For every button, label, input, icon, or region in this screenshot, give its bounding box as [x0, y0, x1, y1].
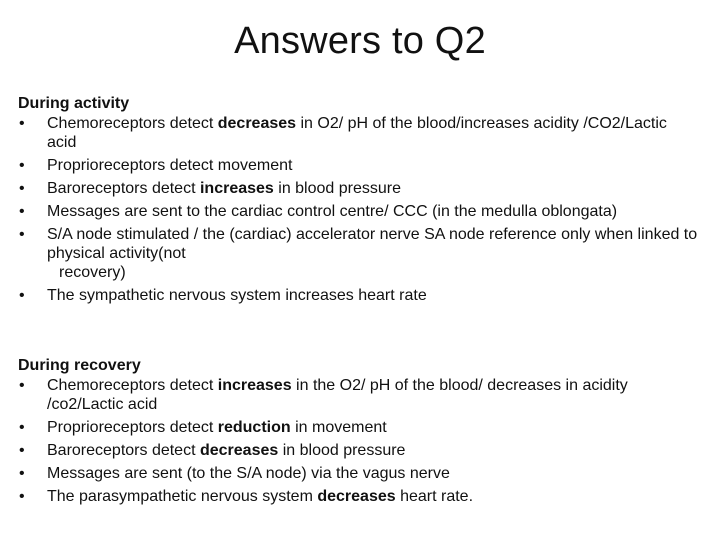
list-item — [18, 464, 698, 483]
item-text-post: heart rate. — [395, 488, 474, 505]
bullet-icon: • — [19, 226, 25, 243]
section-heading: During recovery — [18, 357, 141, 374]
bullet-icon: • — [19, 115, 25, 132]
bullet-icon: • — [19, 287, 25, 304]
item-text-pre: The parasympathetic nervous system — [47, 488, 318, 505]
item-text: Messages are sent (to the S/A node) via the vagus nerve — [47, 465, 450, 482]
item-text-emphasis: decreases — [317, 488, 396, 505]
item-text-post: in movement — [290, 419, 387, 436]
list-item — [18, 487, 698, 506]
bullet-icon: • — [19, 157, 25, 174]
bullet-list — [18, 376, 698, 506]
item-text-pre: Chemoreceptors detect — [47, 115, 218, 132]
item-text-pre: Baroreceptors detect — [47, 442, 200, 459]
bullet-icon: • — [19, 203, 25, 220]
item-text-post: in the O2/ pH of the blood/ decreases in acidity /co2/Lactic acid — [47, 377, 628, 413]
bullet-icon: • — [19, 377, 25, 394]
list-item — [18, 156, 698, 175]
section-during-activity — [18, 94, 698, 309]
item-text: Proprioreceptors detect movement — [47, 157, 293, 174]
item-text-post: in blood pressure — [273, 180, 401, 197]
bullet-icon: • — [19, 419, 25, 436]
item-text: Messages are sent to the cardiac control centre/ CCC (in the medulla oblongata) — [47, 203, 618, 220]
bullet-icon: • — [19, 488, 25, 505]
list-item — [18, 441, 698, 460]
bullet-icon: • — [19, 180, 25, 197]
list-item — [18, 376, 698, 414]
bullet-icon: • — [19, 442, 25, 459]
item-text-pre: Baroreceptors detect — [47, 180, 200, 197]
item-text-emphasis: decreases — [199, 442, 279, 459]
item-text-emphasis: decreases — [217, 115, 297, 132]
list-item — [18, 202, 698, 221]
list-item — [18, 225, 698, 282]
item-text-emphasis: increases — [217, 377, 292, 394]
item-text-continuation: recovery) — [59, 264, 126, 281]
item-text: S/A node stimulated / the (cardiac) accelerator nerve SA node reference only when linked to physical activity(not — [47, 226, 698, 262]
section-during-recovery — [18, 356, 698, 510]
item-text-emphasis: increases — [199, 180, 274, 197]
list-item — [18, 286, 698, 305]
item-text: The sympathetic nervous system increases heart rate — [47, 287, 427, 304]
item-text-post: in blood pressure — [278, 442, 406, 459]
item-text-pre: Proprioreceptors detect — [47, 419, 218, 436]
slide-title: Answers to Q2 — [234, 20, 486, 62]
item-text-post: in O2/ pH of the blood/increases acidity /CO2/Lactic acid — [47, 115, 667, 151]
list-item — [18, 418, 698, 437]
section-heading: During activity — [18, 95, 130, 112]
item-text-emphasis: reduction — [217, 419, 291, 436]
list-item — [18, 114, 698, 152]
item-text-pre: Chemoreceptors detect — [47, 377, 218, 394]
list-item — [18, 179, 698, 198]
bullet-list — [18, 114, 698, 305]
bullet-icon: • — [19, 465, 25, 482]
